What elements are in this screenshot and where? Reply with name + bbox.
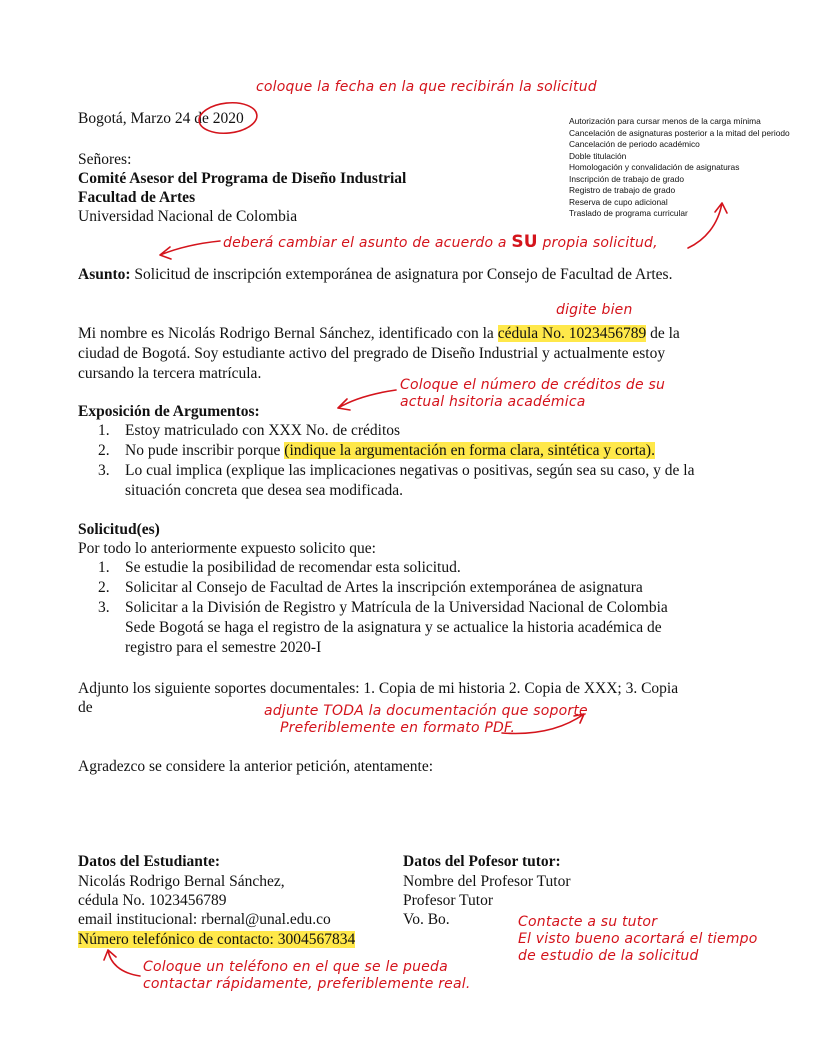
requests-list: [98, 558, 725, 658]
recipient-faculty: Facultad de Artes: [78, 189, 196, 206]
list-item: 2. Solicitar al Consejo de Facultad de Artes la inscripción extemporánea de asignatura: [98, 579, 643, 596]
annotation-phone: Coloque un teléfono en el que se le pueda contactar rápidamente, preferiblemente real.: [143, 959, 471, 992]
subject-option: Registro de trabajo de grado: [569, 185, 676, 195]
subject-option: Traslado de programa curricular: [569, 208, 688, 218]
student-name: Nicolás Rodrigo Bernal Sánchez,: [78, 873, 285, 890]
subject-option: Cancelación de periodo académico: [569, 139, 700, 149]
arrow-credits: [338, 390, 396, 410]
tutor-vobo: Vo. Bo.: [403, 911, 450, 928]
requests-title: Solicitud(es): [78, 521, 160, 538]
annotation-id: digite bien: [556, 302, 633, 318]
subject-text: Solicitud de inscripción extemporánea de asignatura por Consejo de Facultad de Artes.: [130, 266, 673, 283]
list-item: 3. Lo cual implica (explique las implicaciones negativas o positivas, según sea su caso, y de la situación concreta que desea sea modificada.: [98, 462, 695, 499]
student-email: email institucional: rbernal@unal.edu.co: [78, 911, 331, 928]
list-item: 1. Se estudie la posibilidad de recomendar esta solicitud.: [98, 559, 461, 576]
attachments-line-2: de: [78, 699, 93, 716]
letter-date: Bogotá, Marzo 24 de 2020: [78, 110, 244, 127]
arguments-list: [98, 421, 725, 501]
intro-line-3: cursando la tercera matrícula.: [78, 365, 262, 382]
subject-option: Cancelación de asignaturas posterior a la mitad del periodo: [569, 127, 790, 138]
annotation-tutor: Contacte a su tutor El visto bueno acortará el tiempo de estudio de la solicitud: [518, 914, 758, 964]
annotation-date: coloque la fecha en la que recibirán la solicitud: [256, 79, 597, 95]
tutor-role: Profesor Tutor: [403, 892, 494, 909]
subject-label: Asunto:: [78, 266, 131, 283]
subject-option: Doble titulación: [569, 150, 627, 161]
list-item: 3. Solicitar a la División de Registro y Matrícula de la Universidad Nacional de Colombia Sede Bogotá se haga el registro de la asignatura y se actualice la historia académica de registro para el semestre 2020-I: [98, 599, 668, 656]
argument-highlight: (indique la argumentación en forma clara, sintética y corta).: [284, 442, 655, 459]
subject-option: Homologación y convalidación de asignaturas: [569, 162, 740, 172]
arguments-title: Exposición de Argumentos:: [78, 403, 260, 420]
annotation-subject: deberá cambiar el asunto de acuerdo a SU propia solicitud,: [223, 232, 658, 252]
annotation-credits: Coloque el número de créditos de su actual hsitoria académica: [400, 377, 666, 410]
recipient-committee: Comité Asesor del Programa de Diseño Industrial: [78, 170, 407, 187]
tutor-name: Nombre del Profesor Tutor: [403, 873, 571, 890]
arrow-subject: [160, 241, 220, 259]
student-id: cédula No. 1023456789: [78, 892, 227, 909]
student-title: Datos del Estudiante:: [78, 853, 221, 870]
list-item: 2. No pude inscribir porque (indique la argumentación en forma clara, sintética y corta).: [98, 442, 655, 459]
subject-option: Reserva de cupo adicional: [569, 196, 668, 207]
list-item: 1. Estoy matriculado con XXX No. de créditos: [98, 422, 401, 439]
student-phone: Número telefónico de contacto: 3004567834: [78, 931, 356, 948]
closing-line: Agradezco se considere la anterior petición, atentamente:: [78, 758, 434, 775]
date-year: 2020: [212, 110, 244, 127]
subject-line: [78, 265, 672, 285]
recipient-university: Universidad Nacional de Colombia: [78, 208, 298, 225]
requests-intro: Por todo lo anteriormente expuesto solicito que:: [78, 540, 376, 557]
attachments-line-1: Adjunto los siguiente soportes documentales: 1. Copia de mi historia 2. Copia de XXX; 3. Copia: [78, 680, 679, 697]
annotation-attachments: adjunte TODA la documentación que soporte Preferiblemente en formato PDF.: [264, 703, 588, 736]
id-number-highlight: cédula No. 1023456789: [497, 325, 647, 342]
tutor-title: Datos del Pofesor tutor:: [403, 853, 561, 870]
arrow-phone: [104, 950, 140, 976]
intro-line-1: Mi nombre es Nicolás Rodrigo Bernal Sánchez, identificado con la cédula No. 1023456789 de la: [78, 325, 680, 342]
subject-options-list: [569, 116, 790, 220]
intro-line-2: ciudad de Bogotá. Soy estudiante activo del pregrado de Diseño Industrial y actualmente estoy: [78, 345, 666, 362]
subject-option: Inscripción de trabajo de grado: [569, 173, 684, 184]
subject-option: Autorización para cursar menos de la carga mínima: [569, 116, 761, 126]
salutation: Señores:: [78, 151, 132, 168]
